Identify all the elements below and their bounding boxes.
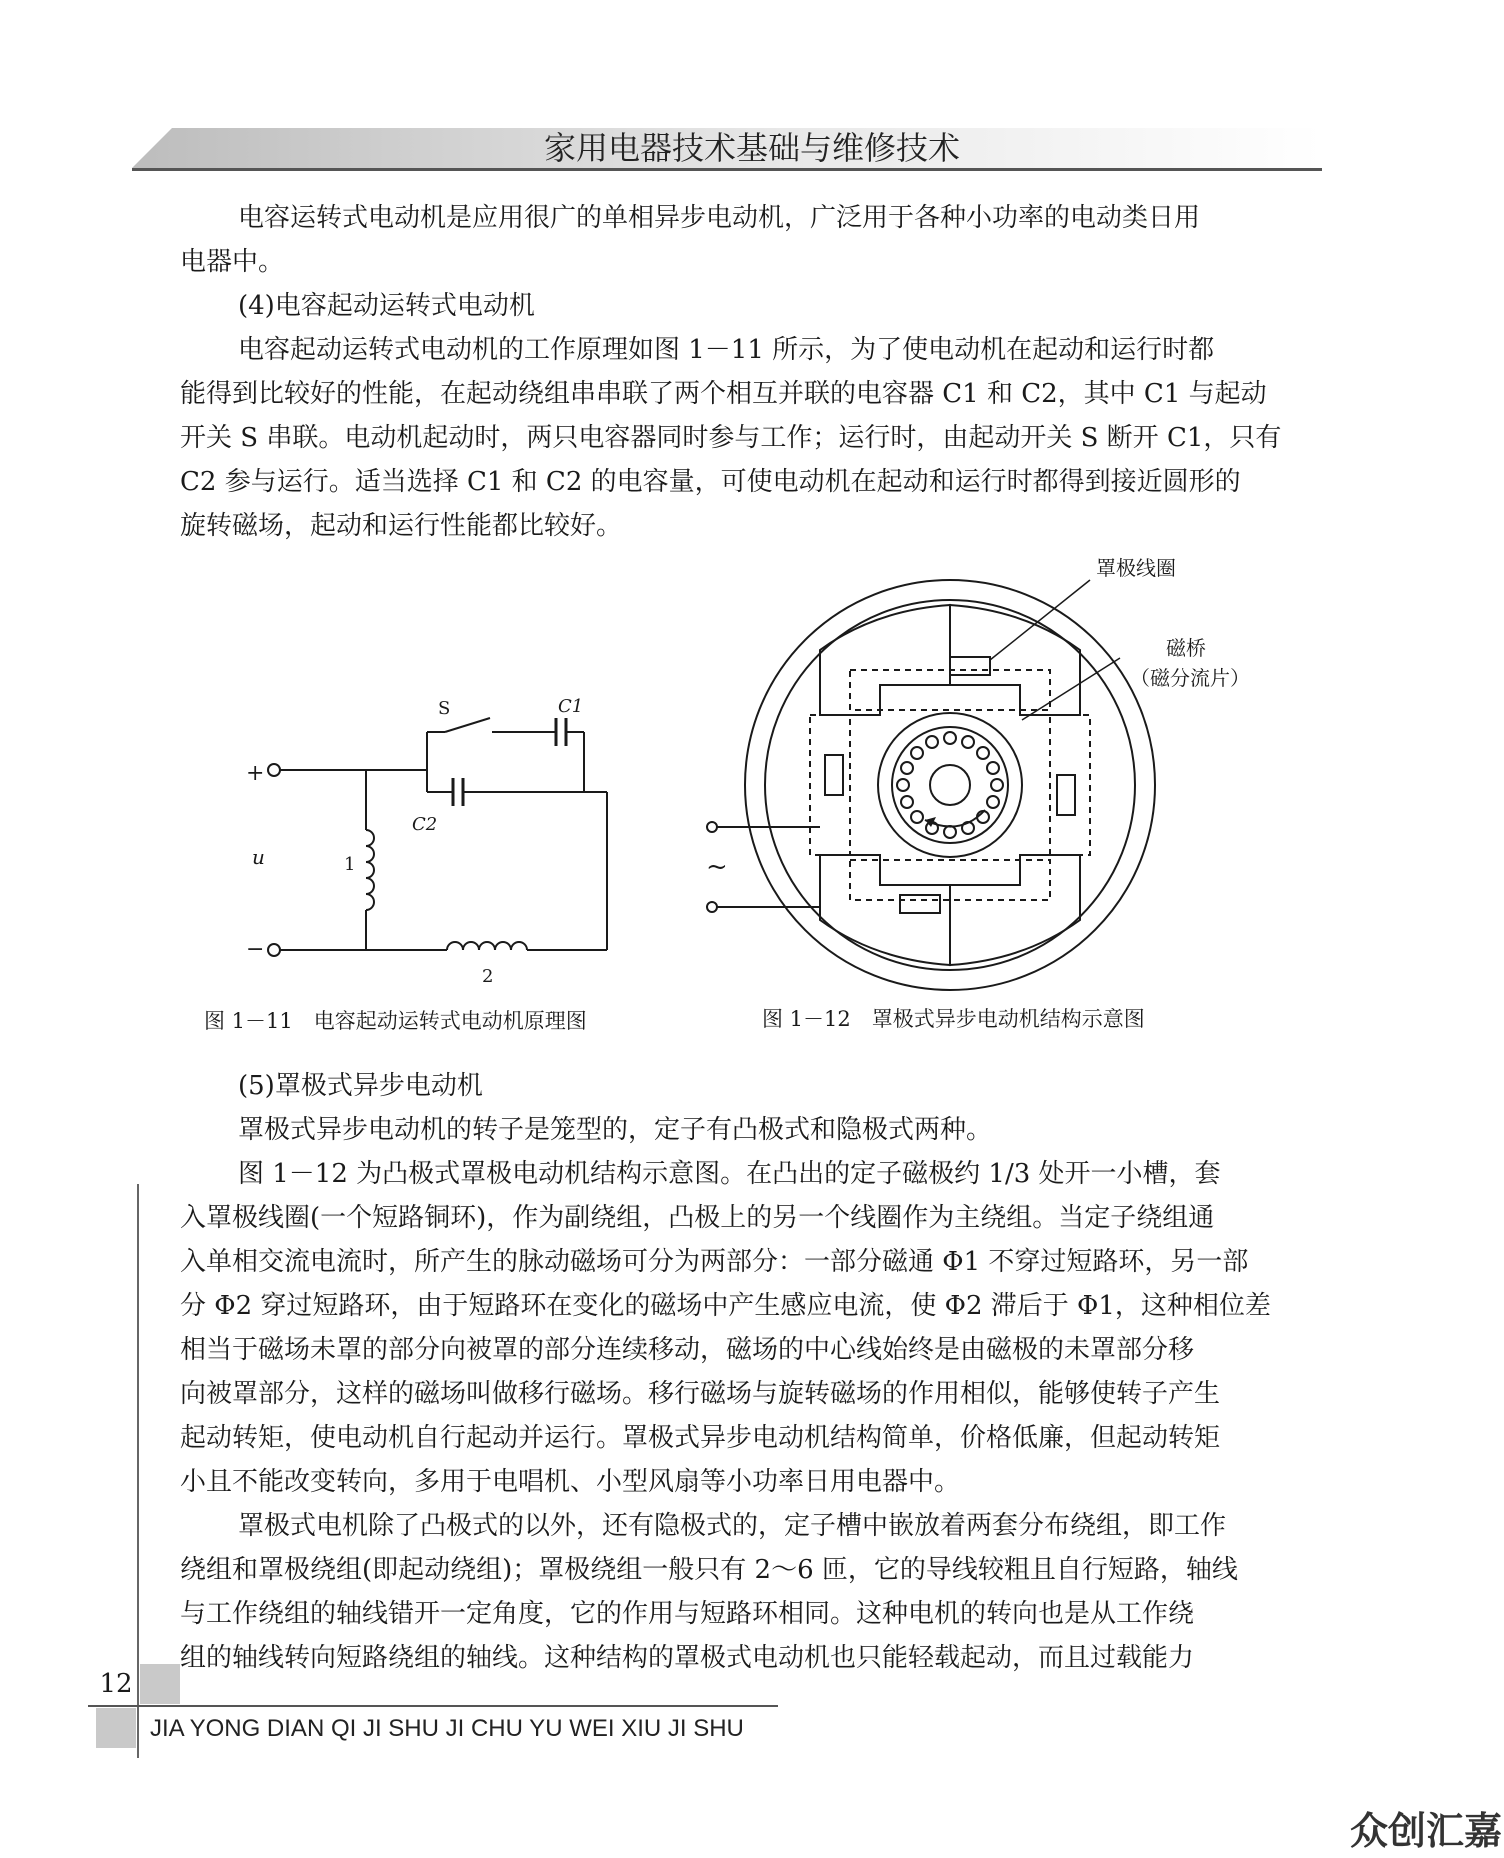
paragraph-line: 电容起动运转式电动机的工作原理如图 1－11 所示，为了使电动机在起动和运行时都 bbox=[238, 335, 1215, 365]
paragraph-line: 图 1－12 为凸极式罩极电动机结构示意图。在凸出的定子磁极约 1/3 处开一小槽，套 bbox=[238, 1159, 1221, 1189]
stator-pole bbox=[820, 855, 950, 965]
figure-1-11-caption: 图 1－11 电容起动运转式电动机原理图 bbox=[204, 1009, 587, 1033]
section1-text bbox=[180, 196, 1322, 548]
paragraph-line: 小且不能改变转向，多用于电唱机、小型风扇等小功率日用电器中。 bbox=[180, 1467, 961, 1497]
paragraph-line: 罩极式电机除了凸极式的以外，还有隐极式的，定子槽中嵌放着两套分布绕组，即工作 bbox=[238, 1511, 1227, 1541]
paragraph-line: 起动转矩，使电动机自行起动并运行。罩极式异步电动机结构简单，价格低廉，但起动转矩 bbox=[180, 1423, 1221, 1453]
figure-1-12-caption: 图 1－12 罩极式异步电动机结构示意图 bbox=[762, 1007, 1145, 1031]
footer-vertical-rule bbox=[137, 1184, 139, 1758]
shading-coil bbox=[825, 755, 843, 795]
stator-pole bbox=[820, 605, 950, 715]
watermark-text: 众创汇嘉 bbox=[1350, 1809, 1503, 1853]
shaft bbox=[930, 765, 970, 805]
shading-coil bbox=[1057, 775, 1075, 815]
heading-4: (4)电容起动运转式电动机 bbox=[238, 291, 535, 321]
voltage-label: u bbox=[252, 845, 265, 869]
paragraph-line: 相当于磁场未罩的部分向被罩的部分连续移动，磁场的中心线始终是由磁极的未罩部分移 bbox=[180, 1335, 1195, 1365]
page-header-title: 家用电器技术基础与维修技术 bbox=[543, 129, 960, 167]
paragraph-line: 罩极式异步电动机的转子是笼型的，定子有凸极式和隐极式两种。 bbox=[238, 1115, 993, 1145]
paragraph-line: 绕组和罩极绕组(即起动绕组)；罩极绕组一般只有 2～6 匝，它的导线较粗且自行短路，轴线 bbox=[180, 1555, 1238, 1585]
figure-1-11-circuit bbox=[240, 680, 640, 990]
coil2-label: 2 bbox=[482, 966, 494, 987]
shading-coil-label: 罩极线圈 bbox=[1096, 556, 1176, 580]
paragraph-line: 电容运转式电动机是应用很广的单相异步电动机，广泛用于各种小功率的电动类日用 bbox=[238, 203, 1201, 233]
paragraph-line: 开关 S 串联。电动机起动时，两只电容器同时参与工作；运行时，由起动开关 S 断开 C1，只有 bbox=[180, 423, 1282, 453]
c2-label: C2 bbox=[412, 814, 438, 835]
footer-pinyin-title: JIA YONG DIAN QI JI SHU JI CHU YU WEI XIU JI SHU bbox=[150, 1715, 744, 1742]
section2-text bbox=[180, 1064, 1322, 1680]
rotor-outer bbox=[878, 713, 1022, 857]
ac-terminal bbox=[707, 822, 717, 832]
footer-gray-square bbox=[140, 1664, 180, 1704]
paragraph-line: 旋转磁场，起动和运行性能都比较好。 bbox=[180, 511, 623, 541]
coil-1 bbox=[366, 830, 374, 910]
figure-1-12-motor bbox=[700, 555, 1300, 995]
paragraph-line: 入单相交流电流时，所产生的脉动磁场可分为两部分：一部分磁通 Φ1 不穿过短路环，另一部 bbox=[180, 1247, 1249, 1277]
page-number: 12 bbox=[99, 1669, 133, 1699]
shading-coil bbox=[950, 657, 990, 675]
footer-rule bbox=[88, 1705, 778, 1707]
bridge-note-label: （磁分流片） bbox=[1130, 666, 1250, 690]
paragraph-line: 分 Φ2 穿过短路环，由于短路环在变化的磁场中产生感应电流，使 Φ2 滞后于 Φ1，这种相位差 bbox=[180, 1291, 1271, 1321]
c1-label: C1 bbox=[558, 696, 584, 717]
switch-S bbox=[445, 718, 490, 732]
paragraph-line: 能得到比较好的性能，在起动绕组串串联了两个相互并联的电容器 C1 和 C2，其中 C1 与起动 bbox=[180, 379, 1267, 409]
coil1-label: 1 bbox=[344, 854, 356, 875]
stator-pole bbox=[950, 855, 1080, 965]
stator-pole bbox=[950, 605, 1080, 715]
heading-5: (5)罩极式异步电动机 bbox=[238, 1071, 483, 1101]
paragraph-line: C2 参与运行。适当选择 C1 和 C2 的电容量，可使电动机在起动和运行时都得到接近圆形的 bbox=[180, 467, 1241, 497]
header-rule bbox=[132, 168, 1322, 171]
ac-terminal bbox=[707, 902, 717, 912]
ac-symbol: ~ bbox=[706, 852, 728, 882]
paragraph-line: 组的轴线转向短路绕组的轴线。这种结构的罩极式电动机也只能轻载起动，而且过载能力 bbox=[180, 1643, 1195, 1673]
rotor-bars bbox=[897, 732, 1003, 838]
bridge-label: 磁桥 bbox=[1166, 636, 1206, 660]
coil-2 bbox=[447, 942, 527, 950]
leader-bridge bbox=[1022, 658, 1120, 720]
paragraph-line: 与工作绕组的轴线错开一定角度，它的作用与短路环相同。这种电机的转向也是从工作绕 bbox=[180, 1599, 1195, 1629]
paragraph-line: 入罩极线圈(一个短路铜环)，作为副绕组，凸极上的另一个线圈作为主绕组。当定子绕组通 bbox=[180, 1203, 1215, 1233]
minus-label: − bbox=[246, 937, 265, 962]
paragraph-line: 电器中。 bbox=[180, 247, 285, 277]
terminal-minus bbox=[268, 944, 280, 956]
plus-label: + bbox=[246, 761, 265, 786]
footer-gray-square bbox=[96, 1708, 136, 1748]
shading-coil bbox=[900, 895, 940, 913]
terminal-plus bbox=[268, 764, 280, 776]
switch-label: S bbox=[438, 698, 451, 719]
paragraph-line: 向被罩部分，这样的磁场叫做移行磁场。移行磁场与旋转磁场的作用相似，能够使转子产生 bbox=[180, 1379, 1221, 1409]
